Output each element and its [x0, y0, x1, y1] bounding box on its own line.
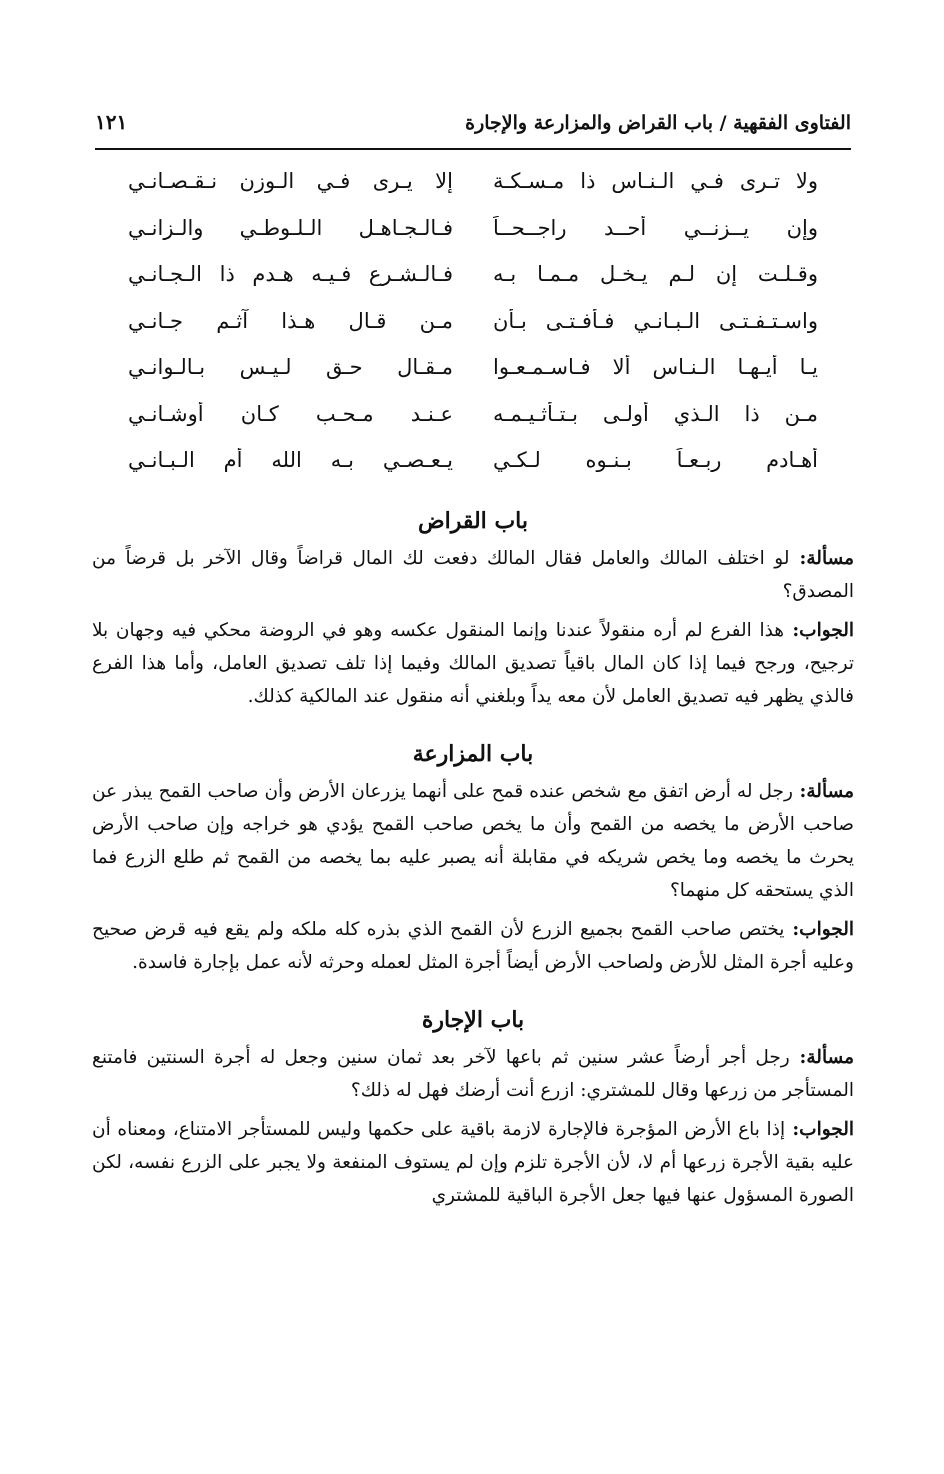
section-title: باب القراض	[418, 508, 528, 534]
poem-verse	[128, 442, 818, 489]
poem-verse	[128, 349, 818, 396]
verse-second-hemistich: مـن قـال هـذا آثـم جـانـي	[128, 308, 453, 333]
main-content	[92, 500, 854, 1218]
poem	[128, 163, 818, 489]
question-label: مسألة	[806, 781, 854, 802]
running-title: الفتاوى الفقهية / باب القراض والمزارعة والإجارة	[465, 112, 851, 134]
verse-second-hemistich: عـنـد مـحـب كـان أوشـانـي	[128, 401, 453, 426]
verse-first-hemistich: أهـادم ربـعـاً بـنـوه لـكـي	[493, 448, 818, 472]
label-colon: :	[789, 548, 807, 569]
verse-second-hemistich: يـعـصـي بـه الله أم الـبـانـي	[128, 448, 453, 472]
verse-second-hemistich: إلا يـرى فـي الـوزن نـقـصـانـي	[128, 169, 453, 193]
question-text: رجل له أرض اتفق مع شخص عنده قمح على أنهما يزرعان الأرض وأن صاحب القمح يبذر عن صاحب الأرض ما يخصه من القمح وأن ما يخص صاحب القمح يؤدي هو خراجه وإن صاحب الأرض يحرث ما يخصه وما يخص شريكه في مقابلة أنه يصبر عليه بما يخصه من القمح ثم طلع الزرع فما الذي يستحقه كل منهما؟	[92, 781, 854, 901]
label-colon: :	[784, 620, 800, 641]
verse-second-hemistich: مـقـال حـق لـيـس بـالـوانـي	[128, 355, 453, 379]
answer-text: يختص صاحب القمح بجميع الزرع لأن القمح الذي بذره كله ملكه ولم يقع فيه قرض صحيح وعليه أجرة المثل للأرض ولصاحب الأرض أيضاً أجرة المثل لعمله وحرثه لأنه عمل بإجارة فاسدة.	[92, 919, 854, 973]
verse-first-hemistich: مـن ذا الـذي أولـى بـتـأثـيـمـه	[493, 401, 818, 426]
question-paragraph	[92, 775, 854, 907]
section-qirad	[92, 500, 854, 713]
verse-first-hemistich: وقـلـت إن لـم يـخـل مـمـا بـه	[493, 262, 818, 286]
label-colon: :	[789, 1047, 807, 1068]
question-label: مسألة	[806, 1047, 854, 1068]
verse-second-hemistich: فـالـجـاهـل الـلـوطـي والـزانـي	[128, 215, 453, 240]
label-colon: :	[792, 781, 807, 802]
page-number: ١٢١	[95, 110, 128, 134]
answer-label: الجواب	[799, 620, 854, 641]
section-title: باب المزارعة	[412, 741, 534, 767]
verse-first-hemistich: ولا تـرى فـي الـنـاس ذا مـسـكـة	[493, 169, 818, 193]
question-paragraph	[92, 542, 854, 608]
section-muzaraa	[92, 733, 854, 979]
answer-label: الجواب	[799, 1119, 854, 1140]
running-header	[95, 104, 851, 144]
answer-paragraph	[92, 1113, 854, 1212]
label-colon: :	[784, 919, 800, 940]
poem-verse	[128, 256, 818, 303]
section-ijara	[92, 999, 854, 1212]
poem-verse	[128, 396, 818, 443]
answer-paragraph	[92, 614, 854, 713]
answer-paragraph	[92, 913, 854, 979]
answer-text: هذا الفرع لم أره منقولاً عندنا وإنما المنقول عكسه وهو في الروضة محكي فيه وجهان بلا ترجيح، ورجح فيما إذا كان المال باقياً تصديق المالك وفيما إذا تلف تصديق العامل، وأما هذا الفرع فالذي يظهر فيه تصديق العامل لأن معه يداً وبلغني أنه منقول عند المالكية كذلك.	[92, 620, 854, 707]
section-title: باب الإجارة	[421, 1007, 525, 1033]
answer-text: إذا باع الأرض المؤجرة فالإجارة لازمة باقية على حكمها وليس للمستأجر الامتناع، ومعناه أن عليه بقية الأجرة زرعها أم لا، لأن الأجرة تلزم وإن لم يستوف المنفعة ولا يجبر على الزرع نفسه، لكن الصورة المسؤول عنها فيها جعل الأجرة الباقية للمشتري	[92, 1119, 854, 1206]
poem-verse	[128, 303, 818, 350]
label-colon: :	[785, 1119, 800, 1140]
header-rule	[95, 148, 851, 150]
section-gap	[92, 719, 854, 733]
section-gap	[92, 985, 854, 999]
poem-verse	[128, 163, 818, 210]
question-text: لو اختلف المالك والعامل فقال المالك دفعت لك المال قراضاً وقال الآخر بل قرضاً من المصدق؟	[92, 548, 854, 602]
verse-first-hemistich: يـا أيـهـا الـنـاس ألا فـاسـمـعـوا	[493, 355, 818, 379]
verse-first-hemistich: واسـتـفـتـى الـبـانـي فـأفـتـى بـأن	[493, 308, 818, 333]
verse-second-hemistich: فـالـشـرع فـيـه هـدم ذا الـجـانـي	[128, 262, 453, 286]
question-paragraph	[92, 1041, 854, 1107]
poem-verse	[128, 210, 818, 257]
question-text: رجل أجر أرضاً عشر سنين ثم باعها لآخر بعد ثمان سنين وجعل له أجرة السنتين فامتنع المستأجر من زرعها وقال للمشتري: ازرع أنت أرضك فهل له ذلك؟	[92, 1047, 854, 1101]
verse-first-hemistich: وإن يــزنــي أحــد راجــحــاً	[493, 215, 818, 240]
question-label: مسألة	[806, 548, 854, 569]
answer-label: الجواب	[799, 919, 854, 940]
